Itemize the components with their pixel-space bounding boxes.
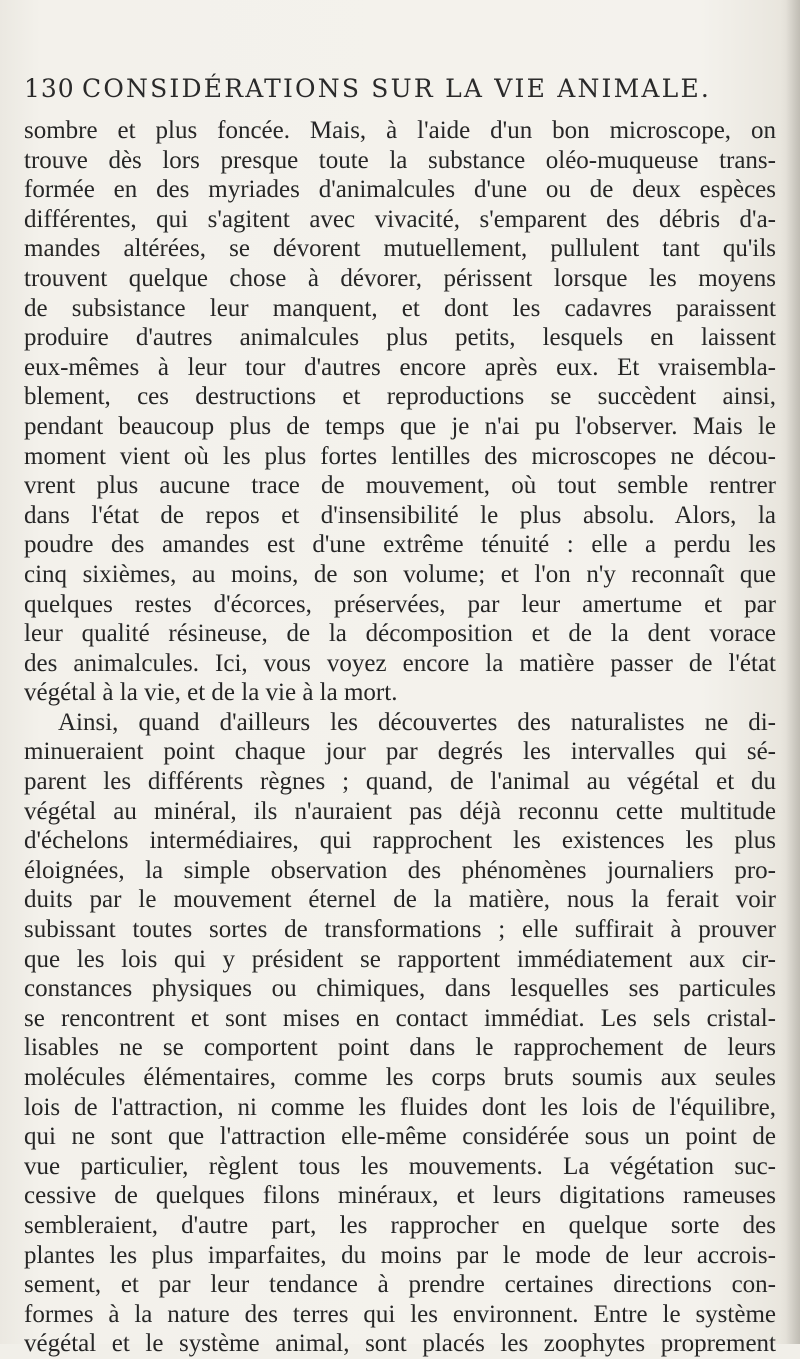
text-line: des animalcules. Ici, vous voyez encore la matière passer de l'état bbox=[24, 649, 776, 677]
text-line: d'échelons intermédiaires, qui rapprochent les existences les plus bbox=[24, 827, 776, 855]
text-line: vue particulier, règlent tous les mouvements. La végétation suc- bbox=[24, 1152, 776, 1180]
text-line: formée en des myriades d'animalcules d'une ou de deux espèces bbox=[24, 176, 776, 204]
page-number: 130 bbox=[24, 74, 75, 103]
text-line: différentes, qui s'agitent avec vivacité, s'emparent des débris d'a- bbox=[24, 205, 776, 233]
running-header bbox=[24, 74, 784, 118]
text-line: végétal et le système animal, sont placés les zoophytes proprement bbox=[24, 1330, 776, 1358]
text-line: formes à la nature des terres qui les environnent. Entre le système bbox=[24, 1300, 776, 1328]
text-line: végétal au minéral, ils n'auraient pas déjà reconnu cette multitude bbox=[24, 797, 776, 825]
text-line: subissant toutes sortes de transformations ; elle suffirait à prouver bbox=[24, 916, 776, 944]
running-title: CONSIDÉRATIONS SUR LA VIE ANIMALE. bbox=[82, 74, 712, 103]
text-line: Ainsi, quand d'ailleurs les découvertes des naturalistes ne di- bbox=[58, 708, 776, 736]
text-line: trouvent quelque chose à dévorer, périssent lorsque les moyens bbox=[24, 264, 776, 292]
text-line: plantes les plus imparfaites, du moins par le mode de leur accrois- bbox=[24, 1241, 776, 1269]
text-line: poudre des amandes est d'une extrême ténuité : elle a perdu les bbox=[24, 531, 776, 559]
text-line: mandes altérées, se dévorent mutuellement, pullulent tant qu'ils bbox=[24, 235, 776, 263]
text-line: éloignées, la simple observation des phénomènes journaliers pro- bbox=[24, 856, 776, 884]
text-line: duits par le mouvement éternel de la matière, nous la ferait voir bbox=[24, 886, 776, 914]
text-line: se rencontrent et sont mises en contact immédiat. Les sels cristal- bbox=[24, 1004, 776, 1032]
text-line: parent les différents règnes ; quand, de l'animal au végétal et du bbox=[24, 768, 776, 796]
page-edge-shadow bbox=[786, 0, 800, 1344]
text-line: qui ne sont que l'attraction elle-même considérée sous un point de bbox=[24, 1123, 776, 1151]
text-line: cinq sixièmes, au moins, de son volume; et l'on n'y reconnaît que bbox=[24, 560, 776, 588]
text-line: leur qualité résineuse, de la décomposition et de la dent vorace bbox=[24, 620, 776, 648]
text-line: pendant beaucoup plus de temps que je n'ai pu l'observer. Mais le bbox=[24, 412, 776, 440]
text-line: lois de l'attraction, ni comme les fluides dont les lois de l'équilibre, bbox=[24, 1093, 776, 1121]
text-line: trouve dès lors presque toute la substance oléo-muqueuse trans- bbox=[24, 146, 776, 174]
text-line: cessive de quelques filons minéraux, et leurs digitations rameuses bbox=[24, 1182, 776, 1210]
text-line: lisables ne se comportent point dans le rapprochement de leurs bbox=[24, 1034, 776, 1062]
text-line: vrent plus aucune trace de mouvement, où tout semble rentrer bbox=[24, 472, 776, 500]
text-line: constances physiques ou chimiques, dans lesquelles ses particules bbox=[24, 975, 776, 1003]
text-line: que les lois qui y président se rapportent immédiatement aux cir- bbox=[24, 945, 776, 973]
text-line: eux-mêmes à leur tour d'autres encore après eux. Et vraisembla- bbox=[24, 353, 776, 381]
text-line: molécules élémentaires, comme les corps bruts soumis aux seules bbox=[24, 1064, 776, 1091]
text-line: minueraient point chaque jour par degrés les intervalles qui sé- bbox=[24, 738, 776, 766]
text-line: produire d'autres animalcules plus petits, lesquels en laissent bbox=[24, 324, 776, 352]
text-line: sombre et plus foncée. Mais, à l'aide d'un bon microscope, on bbox=[24, 117, 776, 144]
text-line: de subsistance leur manquent, et dont les cadavres paraissent bbox=[24, 294, 776, 322]
body-text bbox=[24, 116, 776, 1359]
text-line: moment vient où les plus fortes lentilles des microscopes ne décou- bbox=[24, 442, 776, 470]
text-line: dans l'état de repos et d'insensibilité le plus absolu. Alors, la bbox=[24, 501, 776, 529]
text-line: sement, et par leur tendance à prendre certaines directions con- bbox=[24, 1271, 776, 1299]
text-line: végétal à la vie, et de la vie à la mort. bbox=[24, 679, 398, 707]
text-line: blement, ces destructions et reproductions se succèdent ainsi, bbox=[24, 383, 776, 411]
text-line: sembleraient, d'autre part, les rapprocher en quelque sorte des bbox=[24, 1211, 776, 1239]
text-line: quelques restes d'écorces, préservées, par leur amertume et par bbox=[24, 590, 776, 618]
